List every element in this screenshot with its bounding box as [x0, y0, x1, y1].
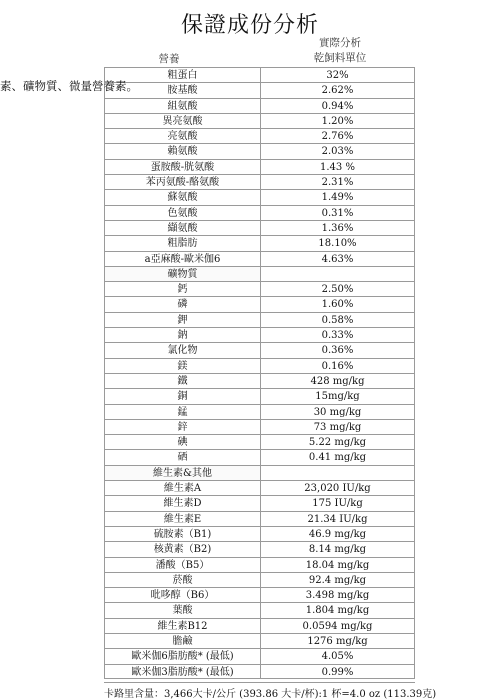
- nutrient-column-header: 營養: [158, 53, 180, 65]
- nutrient-name: 潘酸（B5）: [104, 557, 260, 572]
- nutrient-value: 73 mg/kg: [260, 419, 415, 434]
- value-header-line2: 乾飼料單位: [313, 52, 367, 64]
- nutrient-value: 0.31%: [260, 205, 415, 220]
- nutrient-name: 礦物質: [104, 266, 260, 281]
- nutrient-name: 氯化物: [104, 342, 260, 357]
- nutrient-value: 175 IU/kg: [260, 495, 415, 510]
- table-row: [0, 358, 500, 373]
- nutrient-name: 維生素E: [104, 511, 260, 526]
- nutrient-name: 歐米伽3脂肪酸* (最低): [104, 664, 260, 679]
- nutrient-value: 46.9 mg/kg: [260, 526, 415, 541]
- nutrient-name: 維生素B12: [104, 618, 260, 633]
- table-row: [0, 602, 500, 617]
- table-row: [0, 251, 500, 266]
- table-row: [0, 511, 500, 526]
- nutrient-value: 0.94%: [260, 98, 415, 113]
- table-row: [0, 189, 500, 204]
- nutrient-name: 鎂: [104, 358, 260, 373]
- nutrient-name: 核黄素（B2): [104, 541, 260, 556]
- nutrient-value: 1.20%: [260, 113, 415, 128]
- nutrient-name: 粗蛋白: [104, 67, 260, 82]
- nutrient-name: 鈣: [104, 281, 260, 296]
- nutrient-value: 2.76%: [260, 128, 415, 143]
- nutrient-value: 1.36%: [260, 220, 415, 235]
- table-row: [0, 312, 500, 327]
- nutrient-value: 428 mg/kg: [260, 373, 415, 388]
- nutrient-value: 0.36%: [260, 342, 415, 357]
- nutrient-value: 1.49%: [260, 189, 415, 204]
- nutrient-name: 吡哆醇（B6）: [104, 587, 260, 602]
- nutrient-name: 胺基酸: [104, 82, 260, 97]
- nutrient-name: 硫胺素（B1): [104, 526, 260, 541]
- table-row: [0, 98, 500, 113]
- nutrient-name: 菸酸: [104, 572, 260, 587]
- nutrient-name: 碘: [104, 434, 260, 449]
- value-header-line1: 實際分析: [319, 37, 361, 49]
- nutrition-table: [0, 67, 500, 679]
- table-row: [0, 388, 500, 403]
- nutrient-name: 銅: [104, 388, 260, 403]
- table-row: [0, 572, 500, 587]
- nutrient-name: 色氨酸: [104, 205, 260, 220]
- nutrient-value: 0.41 mg/kg: [260, 449, 415, 464]
- nutrient-name: 磷: [104, 296, 260, 311]
- nutrient-name: 錳: [104, 404, 260, 419]
- nutrient-name: 苯丙氨酸-酪氨酸: [104, 174, 260, 189]
- table-row: [0, 404, 500, 419]
- table-row: [0, 419, 500, 434]
- nutrient-name: 鉀: [104, 312, 260, 327]
- nutrient-value: 1.60%: [260, 296, 415, 311]
- table-row: [0, 465, 500, 480]
- nutrient-value: 18.04 mg/kg: [260, 557, 415, 572]
- nutrient-name: 維生素D: [104, 495, 260, 510]
- nutrient-value: [260, 465, 415, 480]
- nutrient-value: 2.50%: [260, 281, 415, 296]
- table-row: [0, 327, 500, 342]
- table-row: [0, 143, 500, 158]
- nutrient-value: 1276 mg/kg: [260, 633, 415, 648]
- nutrient-name: 維生素&其他: [104, 465, 260, 480]
- overlay-text: 素、礦物質、微量營養素。: [0, 79, 138, 93]
- nutrient-name: 異亮氨酸: [104, 113, 260, 128]
- nutrient-value: 2.31%: [260, 174, 415, 189]
- value-column-header: [260, 36, 420, 66]
- nutrient-name: 維生素A: [104, 480, 260, 495]
- table-row: [0, 174, 500, 189]
- nutrient-value: 1.43 %: [260, 159, 415, 174]
- nutrient-value: [260, 266, 415, 281]
- nutrient-name: 賴氨酸: [104, 143, 260, 158]
- nutrient-value: 21.34 IU/kg: [260, 511, 415, 526]
- nutrient-name: 鈉: [104, 327, 260, 342]
- table-row: [0, 664, 500, 679]
- nutrient-value: 4.05%: [260, 648, 415, 663]
- table-row: [0, 618, 500, 633]
- nutrient-name: 膽鹼: [104, 633, 260, 648]
- page-title: 保證成份分析: [180, 13, 319, 38]
- table-row: [0, 296, 500, 311]
- nutrient-name: 鐵: [104, 373, 260, 388]
- table-row: [0, 587, 500, 602]
- table-row: [0, 495, 500, 510]
- table-row: [0, 342, 500, 357]
- table-row: [0, 449, 500, 464]
- table-row: [0, 281, 500, 296]
- nutrient-value: 5.22 mg/kg: [260, 434, 415, 449]
- nutrient-value: 0.16%: [260, 358, 415, 373]
- calorie-footer: 卡路里含量：3,466大卡/公斤 (393.86 大卡/杯):1 杯=4.0 oz (113.39克): [104, 682, 415, 700]
- nutrient-name: 葉酸: [104, 602, 260, 617]
- table-row: [0, 648, 500, 663]
- nutrient-value: 0.99%: [260, 664, 415, 679]
- nutrient-value: 2.62%: [260, 82, 415, 97]
- table-row: [0, 557, 500, 572]
- nutrient-value: 1.804 mg/kg: [260, 602, 415, 617]
- nutrient-value: 18.10%: [260, 235, 415, 250]
- table-row: [0, 113, 500, 128]
- table-row: [0, 205, 500, 220]
- table-row: [0, 526, 500, 541]
- nutrient-value: 15mg/kg: [260, 388, 415, 403]
- table-row: [0, 266, 500, 281]
- nutrient-name: 纈氨酸: [104, 220, 260, 235]
- nutrient-value: 92.4 mg/kg: [260, 572, 415, 587]
- nutrient-name: 蘇氨酸: [104, 189, 260, 204]
- table-row: [0, 480, 500, 495]
- table-row: [0, 220, 500, 235]
- nutrient-value: 30 mg/kg: [260, 404, 415, 419]
- table-row: [0, 373, 500, 388]
- nutrient-name: 蛋胺酸-胱氨酸: [104, 159, 260, 174]
- nutrient-name: 粗脂肪: [104, 235, 260, 250]
- table-row: [0, 159, 500, 174]
- table-row: [0, 235, 500, 250]
- nutrient-value: 0.33%: [260, 327, 415, 342]
- nutrient-name: 歐米伽6脂肪酸* (最低): [104, 648, 260, 663]
- nutrient-name: 硒: [104, 449, 260, 464]
- table-row: [0, 434, 500, 449]
- nutrient-value: 4.63%: [260, 251, 415, 266]
- nutrient-value: 2.03%: [260, 143, 415, 158]
- table-row: [0, 128, 500, 143]
- nutrient-name: 亮氨酸: [104, 128, 260, 143]
- nutrient-value: 3.498 mg/kg: [260, 587, 415, 602]
- nutrient-value: 23,020 IU/kg: [260, 480, 415, 495]
- nutrient-name: a亞麻酸-歐米伽6: [104, 251, 260, 266]
- nutrient-value: 8.14 mg/kg: [260, 541, 415, 556]
- nutrient-value: 0.58%: [260, 312, 415, 327]
- nutrient-value: 32%: [260, 67, 415, 82]
- table-row: [0, 633, 500, 648]
- table-row: [0, 541, 500, 556]
- nutrient-value: 0.0594 mg/kg: [260, 618, 415, 633]
- nutrient-name: 組氨酸: [104, 98, 260, 113]
- nutrient-name: 鋅: [104, 419, 260, 434]
